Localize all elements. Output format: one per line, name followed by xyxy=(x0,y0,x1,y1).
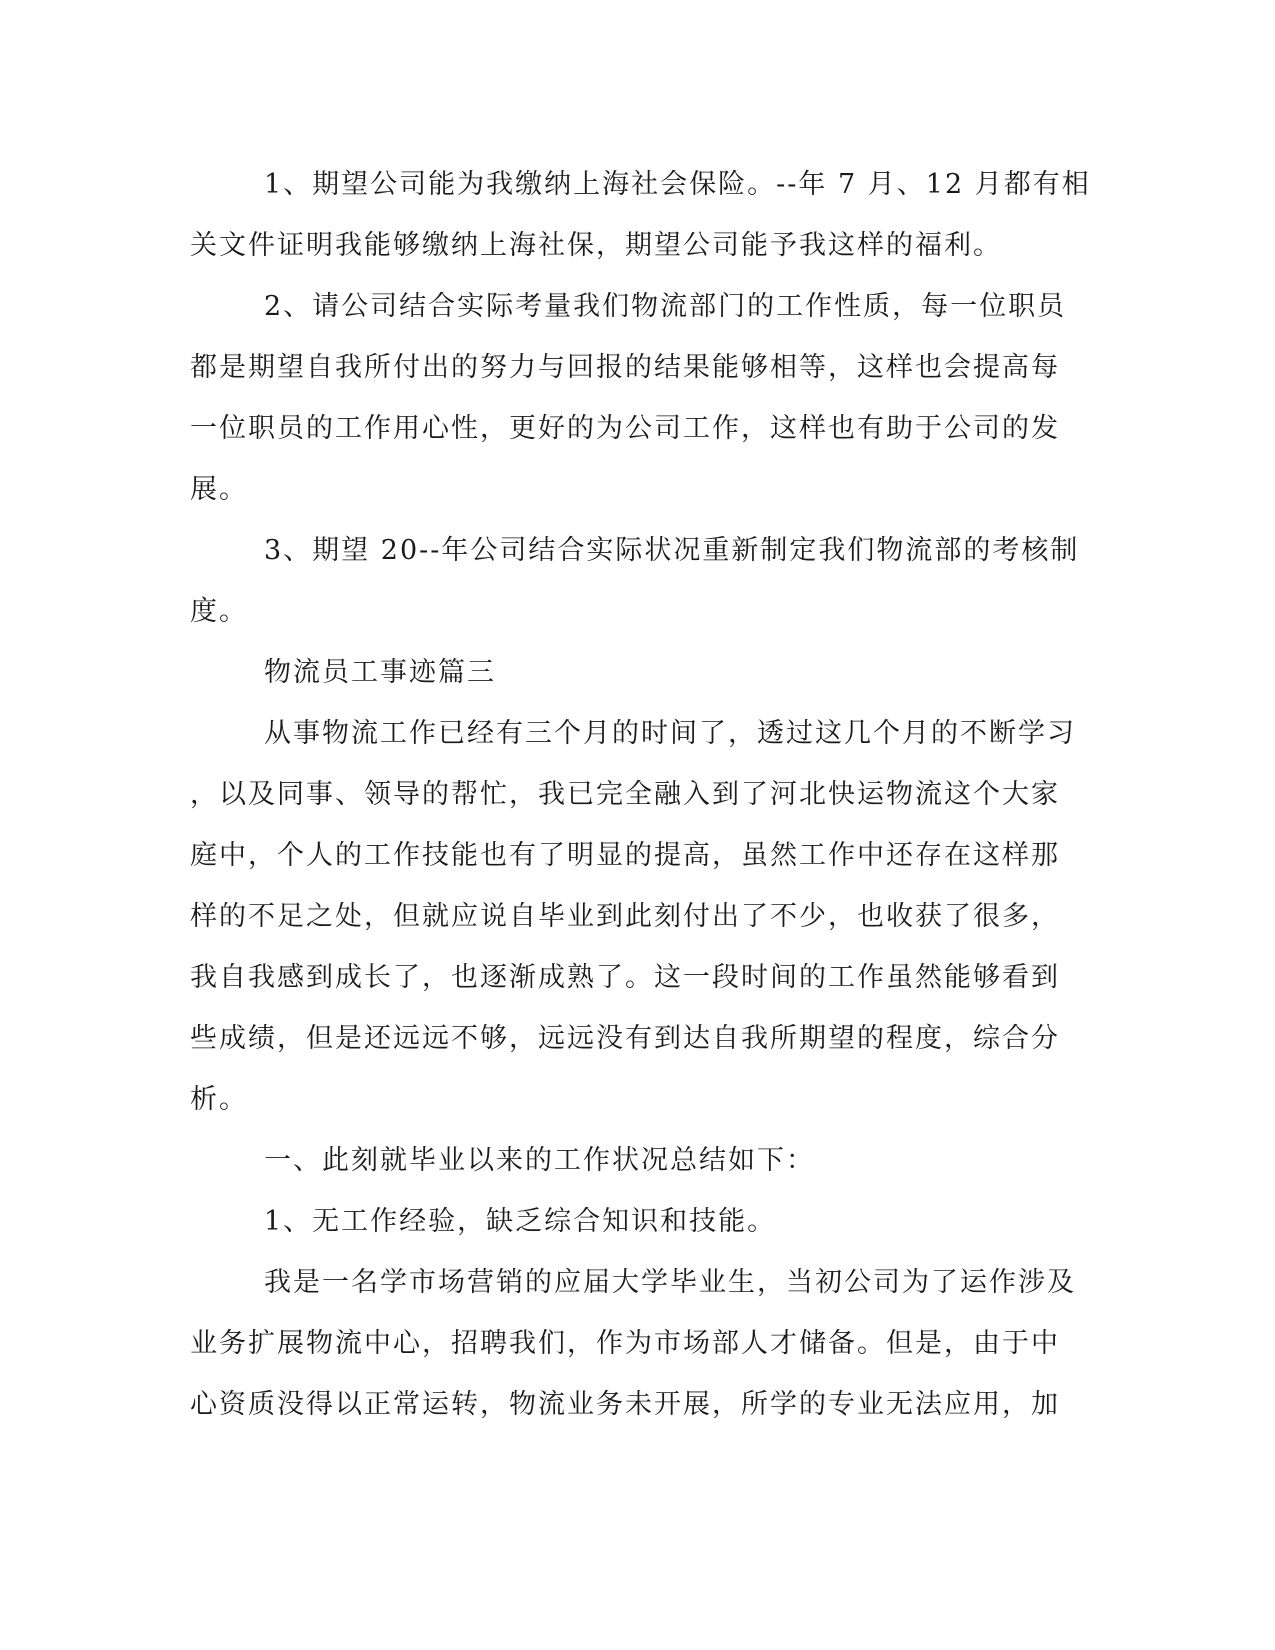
text-line: 3、期望 20--年公司结合实际状况重新制定我们物流部的考核制 xyxy=(264,535,1080,566)
section-heading: 物流员工事迹篇三 xyxy=(264,657,496,688)
text-line: 关文件证明我能够缴纳上海社保，期望公司能予我这样的福利。 xyxy=(190,230,1002,261)
document-body xyxy=(190,154,1091,1435)
text-line: 1、期望公司能为我缴纳上海社会保险。--年 7 月、12 月都有相 xyxy=(264,169,1091,200)
text-line: 一、此刻就毕业以来的工作状况总结如下： xyxy=(264,1145,815,1176)
text-line: 都是期望自我所付出的努力与回报的结果能够相等，这样也会提高每 xyxy=(190,352,1060,383)
text-line: ，以及同事、领导的帮忙，我已完全融入到了河北快运物流这个大家 xyxy=(190,779,1060,810)
text-line: 我自我感到成长了，也逐渐成熟了。这一段时间的工作虽然能够看到 xyxy=(190,962,1060,993)
text-line: 业务扩展物流中心，招聘我们，作为市场部人才储备。但是，由于中 xyxy=(190,1328,1060,1359)
text-line: 庭中，个人的工作技能也有了明显的提高，虽然工作中还存在这样那 xyxy=(190,840,1060,871)
text-line: 心资质没得以正常运转，物流业务未开展，所学的专业无法应用，加 xyxy=(190,1389,1060,1420)
text-line: 2、请公司结合实际考量我们物流部门的工作性质，每一位职员 xyxy=(264,291,1067,322)
text-line: 1、无工作经验，缺乏综合知识和技能。 xyxy=(264,1206,777,1237)
text-line: 我是一名学市场营销的应届大学毕业生，当初公司为了运作涉及 xyxy=(264,1267,1076,1298)
text-line: 析。 xyxy=(190,1084,248,1115)
text-line: 一位职员的工作用心性，更好的为公司工作，这样也有助于公司的发 xyxy=(190,413,1060,444)
text-line: 度。 xyxy=(190,596,248,627)
text-line: 从事物流工作已经有三个月的时间了，透过这几个月的不断学习 xyxy=(264,718,1076,749)
text-line: 展。 xyxy=(190,474,248,505)
text-line: 些成绩，但是还远远不够，远远没有到达自我所期望的程度，综合分 xyxy=(190,1023,1060,1054)
text-line: 样的不足之处，但就应说自毕业到此刻付出了不少，也收获了很多， xyxy=(190,901,1060,932)
